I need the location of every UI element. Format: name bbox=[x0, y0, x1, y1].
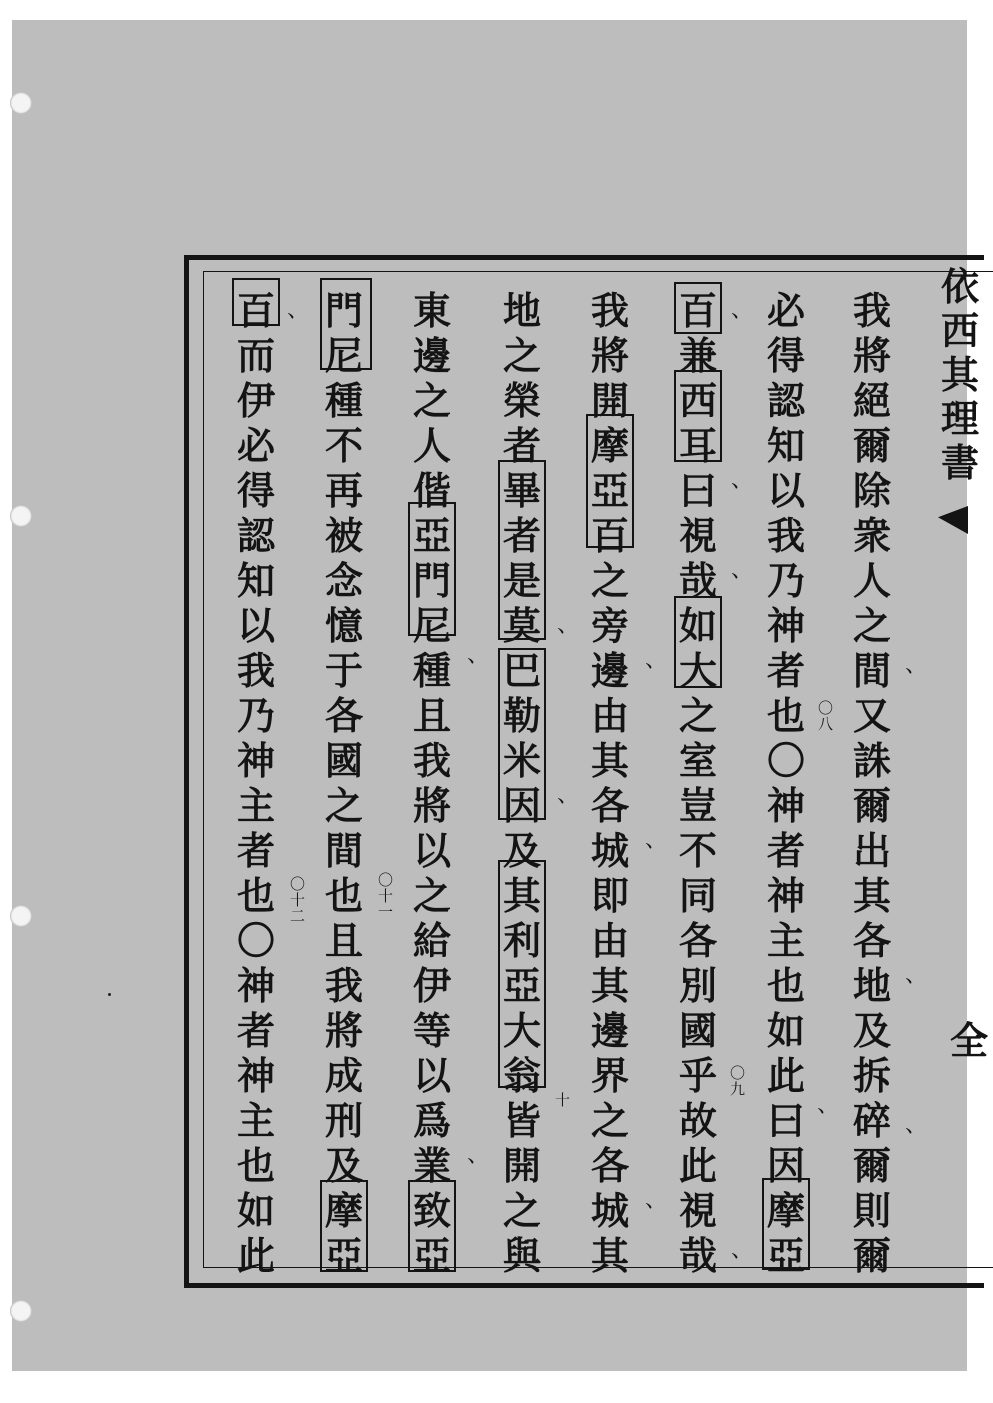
column-char: 其 bbox=[590, 1233, 629, 1278]
column-char: 主 bbox=[236, 783, 275, 828]
column-char: 是 bbox=[502, 558, 541, 603]
punctuation-mark: 、 bbox=[731, 468, 754, 493]
column-char: 爲 bbox=[412, 1098, 451, 1143]
column-char: 利 bbox=[502, 918, 541, 963]
column-char: 之 bbox=[412, 378, 451, 423]
column-char: 也 bbox=[324, 873, 363, 918]
column-char: 勒 bbox=[502, 693, 541, 738]
column-char: 衆 bbox=[852, 513, 891, 558]
column-char: 兼 bbox=[678, 333, 717, 378]
column-char: 百 bbox=[236, 288, 275, 333]
column-char: 東 bbox=[412, 288, 451, 333]
column-char: 人 bbox=[852, 558, 891, 603]
column-char: 亞 bbox=[590, 468, 629, 513]
column-char: 神 bbox=[766, 783, 805, 828]
column-char: 者 bbox=[502, 423, 541, 468]
column-char: 刑 bbox=[324, 1098, 363, 1143]
column-char: 爾 bbox=[852, 1143, 891, 1188]
column-char: 也 bbox=[766, 693, 805, 738]
column-char: 給 bbox=[412, 918, 451, 963]
column-char: 別 bbox=[678, 963, 717, 1008]
column-char: 之 bbox=[324, 783, 363, 828]
column-char: 莫 bbox=[502, 603, 541, 648]
column-char: 亞 bbox=[766, 1233, 805, 1278]
column-char: 伊 bbox=[236, 378, 275, 423]
name-box bbox=[320, 1180, 368, 1272]
column-char: 城 bbox=[590, 1188, 629, 1233]
column-char: 乃 bbox=[236, 693, 275, 738]
column-char: 得 bbox=[236, 468, 275, 513]
column-char: 地 bbox=[502, 288, 541, 333]
column-char: 成 bbox=[324, 1053, 363, 1098]
column-char: 與 bbox=[502, 1233, 541, 1278]
column-char: 如 bbox=[236, 1188, 275, 1233]
name-box bbox=[498, 860, 546, 1088]
punch-hole bbox=[10, 1300, 32, 1322]
column-char: 也 bbox=[236, 1143, 275, 1188]
column-char: 亞 bbox=[502, 963, 541, 1008]
column-char: 于 bbox=[324, 648, 363, 693]
running-head-char: 其 bbox=[940, 352, 979, 397]
column-char: 神 bbox=[236, 963, 275, 1008]
column-char: 間 bbox=[324, 828, 363, 873]
column-char: 及 bbox=[852, 1008, 891, 1053]
column-char: 則 bbox=[852, 1188, 891, 1233]
column-char: 且 bbox=[412, 693, 451, 738]
column-char: 神 bbox=[766, 873, 805, 918]
column-char: 邊 bbox=[590, 1008, 629, 1053]
column-char: 以 bbox=[766, 468, 805, 513]
column-char: 我 bbox=[236, 648, 275, 693]
column-char: 由 bbox=[590, 693, 629, 738]
column-char: 邊 bbox=[590, 648, 629, 693]
column-char: 將 bbox=[852, 333, 891, 378]
column-char: 以 bbox=[412, 828, 451, 873]
column-char: 爾 bbox=[852, 783, 891, 828]
column-char: 〇 bbox=[766, 738, 805, 783]
running-head-char: 書 bbox=[940, 440, 979, 485]
column-char: 絕 bbox=[852, 378, 891, 423]
column-char: 知 bbox=[236, 558, 275, 603]
punch-hole bbox=[10, 905, 32, 927]
column-char: 亞 bbox=[412, 1233, 451, 1278]
column-char: 以 bbox=[236, 603, 275, 648]
name-box bbox=[674, 596, 722, 688]
punctuation-mark: 、 bbox=[905, 963, 928, 988]
column-char: 認 bbox=[236, 513, 275, 558]
column-char: 西 bbox=[678, 378, 717, 423]
verse-number: 〇十一 bbox=[378, 871, 394, 921]
verse-number: 〇八 bbox=[818, 699, 834, 733]
column-char: 乎 bbox=[678, 1053, 717, 1098]
column-char: 將 bbox=[324, 1008, 363, 1053]
column-char: 百 bbox=[678, 288, 717, 333]
column-char: 室 bbox=[678, 738, 717, 783]
column-char: 者 bbox=[766, 828, 805, 873]
column-char: 其 bbox=[502, 873, 541, 918]
column-char: 將 bbox=[412, 783, 451, 828]
column-char: 各 bbox=[678, 918, 717, 963]
punctuation-mark: 、 bbox=[731, 558, 754, 583]
column-char: 開 bbox=[502, 1143, 541, 1188]
column-char: 種 bbox=[412, 648, 451, 693]
column-char: 國 bbox=[324, 738, 363, 783]
column-char: 大 bbox=[502, 1008, 541, 1053]
punctuation-mark: 、 bbox=[645, 1188, 668, 1213]
column-char: 人 bbox=[412, 423, 451, 468]
column-char: 各 bbox=[590, 1143, 629, 1188]
column-char: 此 bbox=[236, 1233, 275, 1278]
column-char: 也 bbox=[236, 873, 275, 918]
verse-number: 〇十二 bbox=[290, 875, 306, 925]
column-char: 以 bbox=[412, 1053, 451, 1098]
column-char: 種 bbox=[324, 378, 363, 423]
column-char: 除 bbox=[852, 468, 891, 513]
column-char: 榮 bbox=[502, 378, 541, 423]
column-char: 摩 bbox=[590, 423, 629, 468]
name-box bbox=[408, 502, 456, 636]
column-char: 而 bbox=[236, 333, 275, 378]
name-box bbox=[762, 1178, 810, 1270]
column-char: 不 bbox=[678, 828, 717, 873]
column-char: 大 bbox=[678, 648, 717, 693]
column-char: 必 bbox=[236, 423, 275, 468]
punctuation-mark: 、 bbox=[645, 828, 668, 853]
column-char: 我 bbox=[852, 288, 891, 333]
punctuation-mark: 、 bbox=[731, 1238, 754, 1263]
column-char: 主 bbox=[766, 918, 805, 963]
column-char: 各 bbox=[324, 693, 363, 738]
text-column-8 bbox=[234, 288, 278, 1278]
column-char: 畢 bbox=[502, 468, 541, 513]
ink-speck bbox=[108, 993, 111, 996]
punctuation-mark: 、 bbox=[731, 298, 754, 323]
punctuation-mark: 、 bbox=[645, 648, 668, 673]
column-char: 門 bbox=[412, 558, 451, 603]
column-char: 之 bbox=[678, 693, 717, 738]
column-char: 者 bbox=[502, 513, 541, 558]
punch-hole bbox=[10, 92, 32, 114]
column-char: 視 bbox=[678, 513, 717, 558]
name-box bbox=[586, 414, 634, 548]
column-char: 被 bbox=[324, 513, 363, 558]
column-char: 我 bbox=[766, 513, 805, 558]
column-char: 城 bbox=[590, 828, 629, 873]
column-char: 及 bbox=[324, 1143, 363, 1188]
column-char: 門 bbox=[324, 288, 363, 333]
column-char: 致 bbox=[412, 1188, 451, 1233]
column-char: 也 bbox=[766, 963, 805, 1008]
column-char: 等 bbox=[412, 1008, 451, 1053]
column-char: 爾 bbox=[852, 1233, 891, 1278]
column-char: 亞 bbox=[324, 1233, 363, 1278]
column-char: 界 bbox=[590, 1053, 629, 1098]
column-char: 我 bbox=[324, 963, 363, 1008]
column-char: 各 bbox=[590, 783, 629, 828]
column-char: 米 bbox=[502, 738, 541, 783]
text-column-6 bbox=[410, 288, 454, 1278]
running-head-char: 理 bbox=[940, 396, 979, 441]
name-box bbox=[232, 278, 280, 326]
column-char: 尼 bbox=[412, 603, 451, 648]
verse-number: 〇九 bbox=[730, 1064, 746, 1098]
column-char: 我 bbox=[590, 288, 629, 333]
column-char: 之 bbox=[852, 603, 891, 648]
column-char: 哉 bbox=[678, 558, 717, 603]
column-char: 由 bbox=[590, 918, 629, 963]
column-char: 不 bbox=[324, 423, 363, 468]
column-char: 耳 bbox=[678, 423, 717, 468]
column-char: 百 bbox=[590, 513, 629, 558]
column-char: 開 bbox=[590, 378, 629, 423]
column-char: 此 bbox=[766, 1053, 805, 1098]
punctuation-mark: 、 bbox=[467, 1143, 490, 1168]
column-char: 之 bbox=[590, 558, 629, 603]
name-box bbox=[498, 648, 546, 820]
name-box bbox=[674, 370, 722, 462]
column-char: 主 bbox=[236, 1098, 275, 1143]
running-head bbox=[938, 265, 982, 485]
column-char: 將 bbox=[590, 333, 629, 378]
column-char: 者 bbox=[236, 828, 275, 873]
column-char: 國 bbox=[678, 1008, 717, 1053]
text-column-7 bbox=[322, 288, 366, 1278]
column-char: 又 bbox=[852, 693, 891, 738]
column-char: 摩 bbox=[766, 1188, 805, 1233]
column-char: 摩 bbox=[324, 1188, 363, 1233]
column-char: 皆 bbox=[502, 1098, 541, 1143]
column-char: 出 bbox=[852, 828, 891, 873]
column-char: 認 bbox=[766, 378, 805, 423]
column-char: 神 bbox=[766, 603, 805, 648]
column-char: 乃 bbox=[766, 558, 805, 603]
column-char: 者 bbox=[766, 648, 805, 693]
column-char: 知 bbox=[766, 423, 805, 468]
column-char: 之 bbox=[502, 1188, 541, 1233]
column-char: 及 bbox=[502, 828, 541, 873]
column-char: 業 bbox=[412, 1143, 451, 1188]
column-char: 巴 bbox=[502, 648, 541, 693]
column-char: 者 bbox=[236, 1008, 275, 1053]
column-char: 其 bbox=[590, 738, 629, 783]
column-char: 伊 bbox=[412, 963, 451, 1008]
punctuation-mark: 、 bbox=[905, 1113, 928, 1138]
running-head-char: 依 bbox=[940, 264, 979, 309]
column-char: 誅 bbox=[852, 738, 891, 783]
punctuation-mark: 、 bbox=[557, 783, 580, 808]
name-box bbox=[674, 282, 722, 334]
punctuation-mark: 、 bbox=[817, 1093, 840, 1118]
punctuation-mark: 、 bbox=[467, 643, 490, 668]
name-box bbox=[320, 278, 372, 370]
column-char: 邊 bbox=[412, 333, 451, 378]
column-char: 我 bbox=[412, 738, 451, 783]
text-column-1 bbox=[850, 288, 894, 1278]
column-char: 地 bbox=[852, 963, 891, 1008]
column-char: 偕 bbox=[412, 468, 451, 513]
column-char: 且 bbox=[324, 918, 363, 963]
column-char: 因 bbox=[766, 1143, 805, 1188]
column-char: 各 bbox=[852, 918, 891, 963]
running-head-char: 西 bbox=[940, 308, 979, 353]
column-char: 碎 bbox=[852, 1098, 891, 1143]
column-char: 故 bbox=[678, 1098, 717, 1143]
column-char: 同 bbox=[678, 873, 717, 918]
column-char: 翁 bbox=[502, 1053, 541, 1098]
column-char: 如 bbox=[766, 1008, 805, 1053]
verse-number: 十 bbox=[555, 1091, 571, 1109]
column-char: 爾 bbox=[852, 423, 891, 468]
column-char: 豈 bbox=[678, 783, 717, 828]
name-box bbox=[498, 460, 546, 640]
column-char: 之 bbox=[502, 333, 541, 378]
punctuation-mark: 、 bbox=[287, 298, 310, 323]
column-char: 此 bbox=[678, 1143, 717, 1188]
column-char: 再 bbox=[324, 468, 363, 513]
column-char: 得 bbox=[766, 333, 805, 378]
column-char: 之 bbox=[590, 1098, 629, 1143]
column-char: 曰 bbox=[766, 1098, 805, 1143]
punch-hole bbox=[10, 505, 32, 527]
column-char: 即 bbox=[590, 873, 629, 918]
column-char: 念 bbox=[324, 558, 363, 603]
column-char: 哉 bbox=[678, 1233, 717, 1278]
column-char: 曰 bbox=[678, 468, 717, 513]
column-char: 必 bbox=[766, 288, 805, 333]
column-char: 如 bbox=[678, 603, 717, 648]
edge-fragment-char: 全 bbox=[950, 1018, 989, 1063]
column-char: 神 bbox=[236, 738, 275, 783]
column-char: 其 bbox=[852, 873, 891, 918]
column-char: 間 bbox=[852, 648, 891, 693]
column-char: 神 bbox=[236, 1053, 275, 1098]
column-char: 其 bbox=[590, 963, 629, 1008]
column-char: 憶 bbox=[324, 603, 363, 648]
column-char: 之 bbox=[412, 873, 451, 918]
column-char: 〇 bbox=[236, 918, 275, 963]
column-char: 旁 bbox=[590, 603, 629, 648]
column-char: 尼 bbox=[324, 333, 363, 378]
punctuation-mark: 、 bbox=[557, 613, 580, 638]
name-box bbox=[408, 1180, 456, 1272]
column-char: 視 bbox=[678, 1188, 717, 1233]
text-column-2 bbox=[764, 288, 808, 1278]
column-char: 拆 bbox=[852, 1053, 891, 1098]
column-char: 因 bbox=[502, 783, 541, 828]
column-char: 亞 bbox=[412, 513, 451, 558]
punctuation-mark: 、 bbox=[905, 653, 928, 678]
